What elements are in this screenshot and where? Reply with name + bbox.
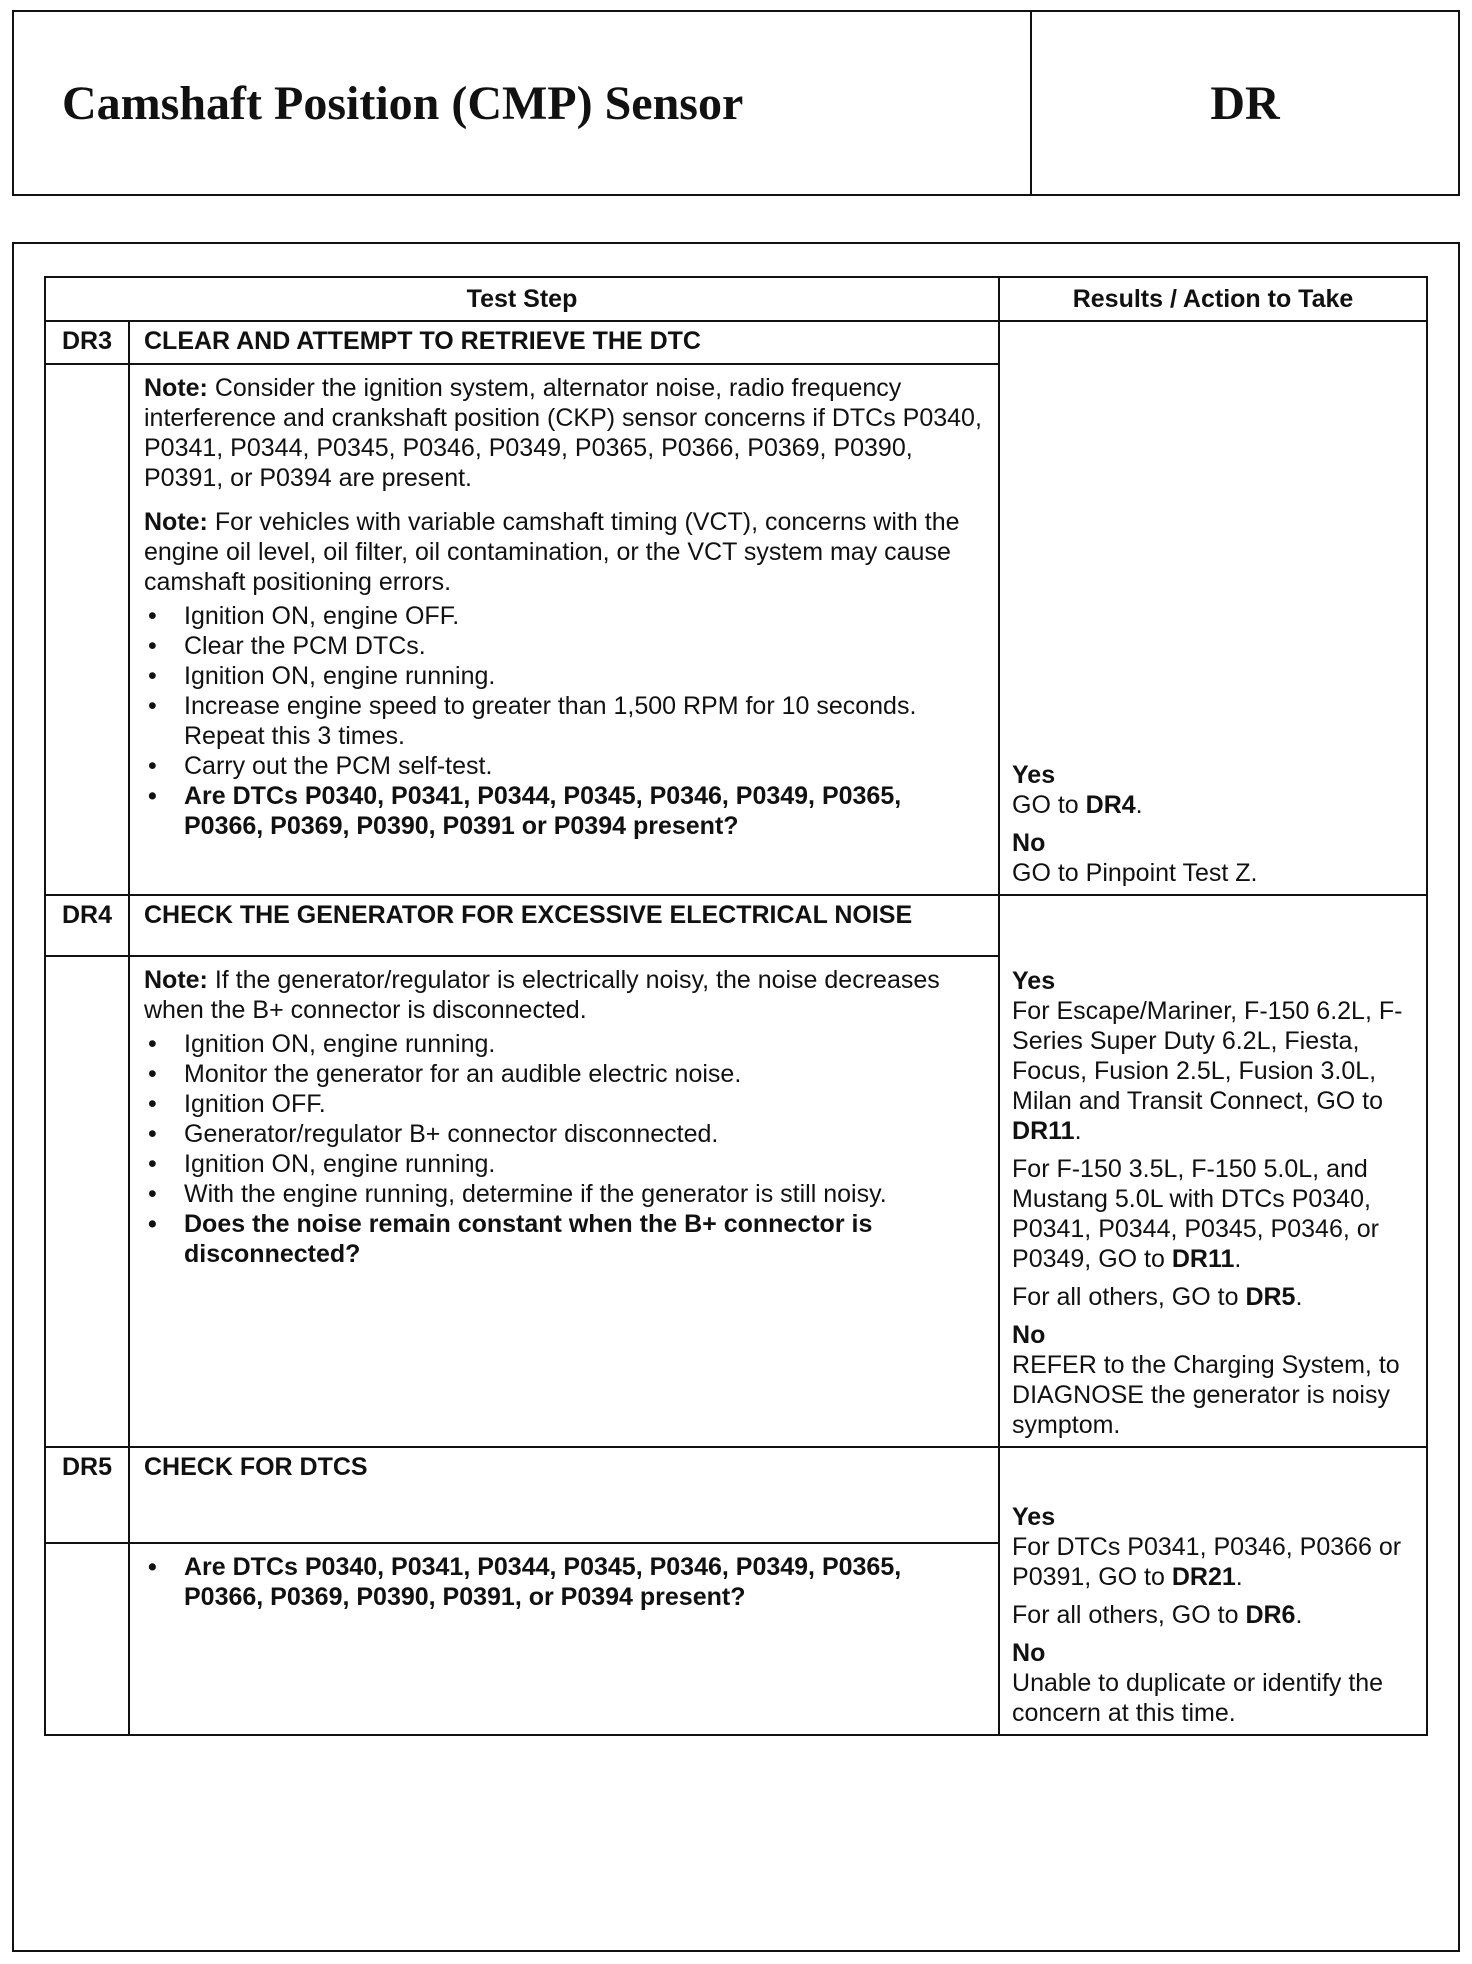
dr3-body <box>129 364 999 895</box>
dr4-title: CHECK THE GENERATOR FOR EXCESSIVE ELECTRICAL NOISE <box>129 895 999 956</box>
dr4-title-row <box>45 895 1427 956</box>
dr4-results <box>999 895 1427 1447</box>
dr5-yes-link-1[interactable]: DR21 <box>1171 1563 1236 1591</box>
dr4-yes-link-3[interactable]: DR5 <box>1245 1283 1296 1311</box>
dr3-no-label: No <box>1012 829 1046 857</box>
dr5-body <box>129 1543 999 1735</box>
dr5-title-row <box>45 1447 1427 1543</box>
dr5-title: CHECK FOR DTCS <box>129 1447 999 1543</box>
dr3-yes-link[interactable]: DR4 <box>1085 791 1136 819</box>
list-item: • Monitor the generator for an audible electric noise. <box>144 1059 984 1089</box>
dr3-no-action: GO to Pinpoint Test Z. <box>1012 859 1258 887</box>
dr3-note-1: Note: Consider the ignition system, alternator noise, radio frequency interference and crankshaft position (CKP) sensor concerns if DTCs P0340, P0341, P0344, P0345, P0346, P0349, P0365, P0366, P0369, P0390, P0391, or P0394 are present. <box>144 374 982 493</box>
dr5-yes-label: Yes <box>1012 1503 1056 1531</box>
list-item: • Ignition OFF. <box>144 1089 984 1119</box>
test-step-header: Test Step <box>45 277 999 321</box>
dr5-step-code: DR5 <box>45 1447 129 1543</box>
dr5-steps <box>144 1552 984 1612</box>
dr4-body <box>129 956 999 1447</box>
dr3-yes-action: GO to DR4. <box>1012 791 1143 819</box>
list-item: • Increase engine speed to greater than 1,500 RPM for 10 seconds. Repeat this 3 times. <box>144 691 984 751</box>
dr5-question: • Are DTCs P0340, P0341, P0344, P0345, P0346, P0349, P0365, P0366, P0369, P0390, P0391, or P0394 present? <box>144 1552 984 1612</box>
list-item: • Generator/regulator B+ connector disconnected. <box>144 1119 984 1149</box>
dr4-no-label: No <box>1012 1321 1046 1349</box>
test-step-table <box>44 276 1428 1736</box>
dr3-title-row <box>45 321 1427 364</box>
dr3-question: • Are DTCs P0340, P0341, P0344, P0345, P0346, P0349, P0365, P0366, P0369, P0390, P0391 or P0394 present? <box>144 781 984 841</box>
list-item: • Ignition ON, engine OFF. <box>144 601 984 631</box>
dr3-title: CLEAR AND ATTEMPT TO RETRIEVE THE DTC <box>129 321 999 364</box>
list-item: • Ignition ON, engine running. <box>144 661 984 691</box>
dr4-yes-label: Yes <box>1012 967 1056 995</box>
dr4-no-action: REFER to the Charging System, to DIAGNOSE the generator is noisy symptom. <box>1012 1351 1400 1439</box>
dr3-note-2: Note: For vehicles with variable camshaft timing (VCT), concerns with the engine oil level, oil filter, oil contamination, or the VCT system may cause camshaft positioning errors. <box>144 508 960 597</box>
dr4-question: • Does the noise remain constant when the B+ connector is disconnected? <box>144 1209 984 1269</box>
dr4-yes-link-1[interactable]: DR11 <box>1012 1117 1075 1145</box>
dr3-results <box>999 321 1427 895</box>
dr5-yes-action-2: For all others, GO to DR6. <box>1012 1601 1303 1629</box>
dr3-step-code: DR3 <box>45 321 129 364</box>
list-item: • Ignition ON, engine running. <box>144 1149 984 1179</box>
dr3-steps <box>144 601 984 841</box>
list-item: • With the engine running, determine if the generator is still noisy. <box>144 1179 984 1209</box>
dr4-yes-action-3: For all others, GO to DR5. <box>1012 1283 1303 1311</box>
dr4-yes-action-2: For F-150 3.5L, F-150 5.0L, and Mustang 5.0L with DTCs P0340, P0341, P0344, P0345, P0346, or P0349, GO to DR11. <box>1012 1155 1379 1273</box>
dr5-no-action: Unable to duplicate or identify the concern at this time. <box>1012 1669 1384 1727</box>
dr5-results <box>999 1447 1427 1735</box>
dr5-no-label: No <box>1012 1639 1046 1667</box>
section-code: DR <box>1210 76 1280 130</box>
page-title: Camshaft Position (CMP) Sensor <box>14 12 1032 194</box>
dr5-yes-action-1: For DTCs P0341, P0346, P0366 or P0391, GO to DR21. <box>1012 1533 1402 1591</box>
dr5-yes-link-2[interactable]: DR6 <box>1245 1601 1296 1629</box>
results-header: Results / Action to Take <box>999 277 1427 321</box>
list-item: • Carry out the PCM self-test. <box>144 751 984 781</box>
page-header <box>12 10 1460 196</box>
list-item: • Clear the PCM DTCs. <box>144 631 984 661</box>
dr4-note: Note: If the generator/regulator is electrically noisy, the noise decreases when the B+ connector is disconnected. <box>144 965 940 1024</box>
dr3-yes-label: Yes <box>1012 761 1056 789</box>
dr4-yes-action-1: For Escape/Mariner, F-150 6.2L, F-Series Super Duty 6.2L, Fiesta, Focus, Fusion 2.5L, Fusion 3.0L, Milan and Transit Connect, GO to DR11. <box>1012 997 1403 1145</box>
list-item: • Ignition ON, engine running. <box>144 1029 984 1059</box>
dr4-step-code: DR4 <box>45 895 129 956</box>
dr4-yes-link-2[interactable]: DR11 <box>1171 1245 1235 1273</box>
table-header-row <box>45 277 1427 321</box>
dr4-steps <box>144 1029 984 1269</box>
